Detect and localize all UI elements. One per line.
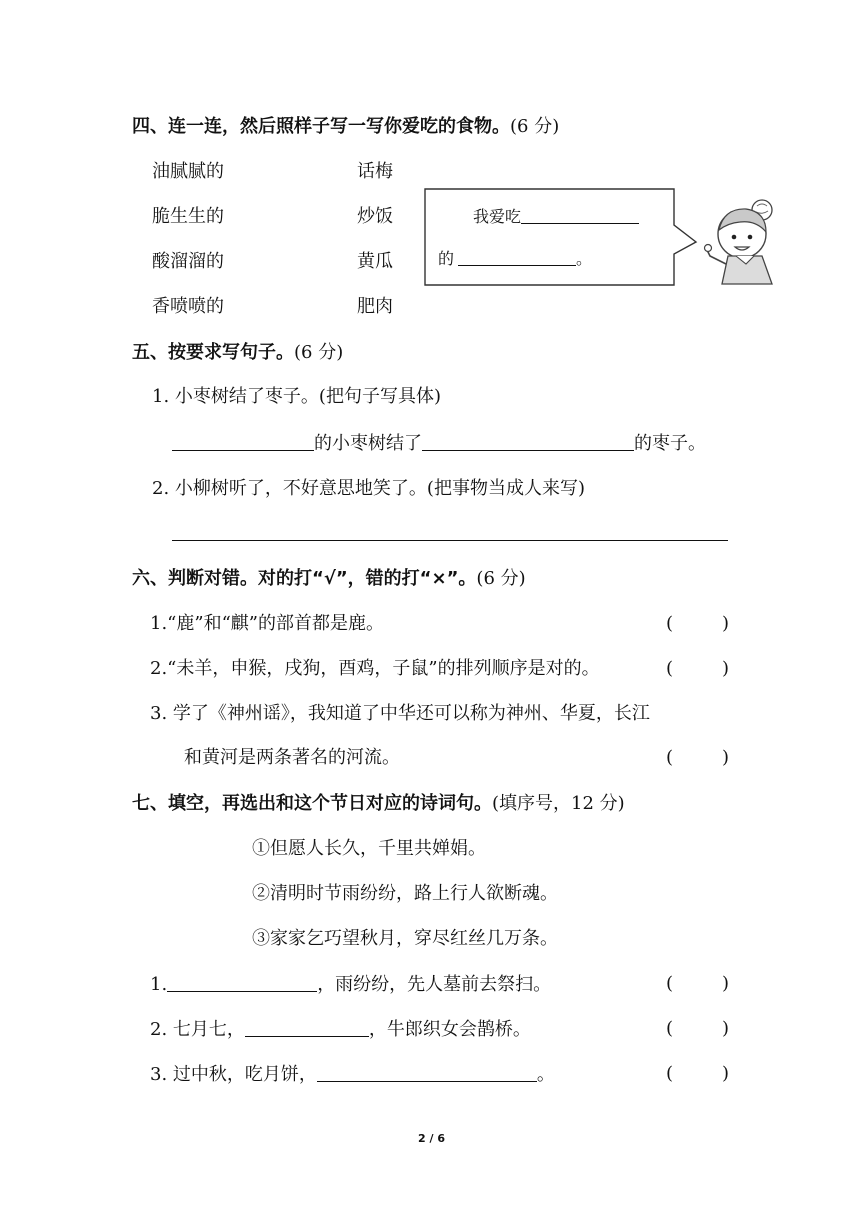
section7-q1-end: ，雨纷纷，先人墓前去祭扫。 bbox=[317, 974, 552, 995]
bubble-line2-prefix: 的 bbox=[438, 249, 455, 268]
section7-q2-end: ，牛郎织女会鹊桥。 bbox=[368, 1019, 531, 1040]
section5-q1-end: 的枣子。 bbox=[634, 433, 706, 454]
section7-q2-paren-close[interactable]: ) bbox=[722, 1018, 730, 1039]
section5-q2-num: 2. bbox=[152, 478, 170, 499]
section6-q1: 1.“鹿”和“麒”的部首都是鹿。 bbox=[150, 613, 384, 634]
section5-title-text: 五、按要求写句子。 bbox=[132, 342, 294, 363]
section5-q1-blank-1[interactable] bbox=[172, 432, 314, 451]
section6-q3-paren-close[interactable]: ) bbox=[722, 747, 730, 768]
bubble-line2-suffix: 。 bbox=[576, 249, 593, 268]
section7-q1-blank[interactable] bbox=[167, 973, 317, 992]
section6-q2-paren-close[interactable]: ) bbox=[722, 658, 730, 679]
section6-q2: 2.“未羊，申猴，戌狗，酉鸡，子鼠”的排列顺序是对的。 bbox=[150, 658, 600, 679]
section7-score: (填序号，12 分) bbox=[492, 793, 625, 814]
page-number: 2 / 6 bbox=[418, 1132, 445, 1145]
section7-option-1: ①但愿人长久，千里共婵娟。 bbox=[252, 838, 486, 859]
bubble-line1 bbox=[473, 205, 639, 228]
bubble-line1-text: 我爱吃 bbox=[473, 207, 522, 226]
section7-q2-start: 2. 七月七， bbox=[150, 1019, 245, 1040]
section5-q1-blank-2[interactable] bbox=[422, 432, 634, 451]
section7-q1-paren-open[interactable]: ( bbox=[666, 973, 674, 994]
section6-title-text: 六、判断对错。对的打“√”，错的打“×”。 bbox=[132, 568, 477, 589]
section7-q1-num: 1. bbox=[150, 974, 168, 995]
section7-q3-paren-close[interactable]: ) bbox=[722, 1063, 730, 1084]
section7-option-2: ②清明时节雨纷纷，路上行人欲断魂。 bbox=[252, 883, 558, 904]
section4-title-text: 四、连一连，然后照样子写一写你爱吃的食物。 bbox=[132, 116, 510, 137]
section7-title-text: 七、填空，再选出和这个节日对应的诗词句。 bbox=[132, 793, 492, 814]
section5-q1-text: 小枣树结了枣子。(把句子写具体) bbox=[174, 386, 441, 407]
left-item-1[interactable]: 油腻腻的 bbox=[152, 161, 224, 182]
right-item-3[interactable]: 黄瓜 bbox=[357, 251, 393, 272]
section4-title bbox=[132, 116, 559, 138]
section7-q1-paren-close[interactable]: ) bbox=[722, 973, 730, 994]
section5-q1 bbox=[152, 386, 441, 408]
section5-q1-mid: 的小枣树结了 bbox=[314, 433, 422, 454]
section7-q3-paren-open[interactable]: ( bbox=[666, 1063, 674, 1084]
section7-q3-end: 。 bbox=[536, 1064, 555, 1085]
section7-q3-blank[interactable] bbox=[317, 1063, 537, 1082]
left-item-2[interactable]: 脆生生的 bbox=[152, 206, 224, 227]
section7-q3-start: 3. 过中秋，吃月饼， bbox=[150, 1064, 317, 1085]
section6-q2-paren-open[interactable]: ( bbox=[666, 658, 674, 679]
section5-score: (6 分) bbox=[294, 342, 344, 363]
left-item-4[interactable]: 香喷喷的 bbox=[152, 296, 224, 317]
section6-q3-line2: 和黄河是两条著名的河流。 bbox=[184, 747, 400, 768]
speech-bubble bbox=[424, 188, 700, 288]
section7-q3 bbox=[150, 1063, 555, 1086]
right-item-4[interactable]: 肥肉 bbox=[357, 296, 393, 317]
section6-score: (6 分) bbox=[476, 568, 526, 589]
section5-q2 bbox=[152, 478, 585, 500]
section5-q1-answer bbox=[172, 432, 706, 455]
section6-title bbox=[132, 568, 526, 590]
section5-q2-answer-line[interactable] bbox=[172, 540, 728, 541]
section6-q3-paren-open[interactable]: ( bbox=[666, 747, 674, 768]
section6-q3-line1: 3. 学了《神州谣》，我知道了中华还可以称为神州、华夏，长江 bbox=[150, 703, 650, 724]
section7-q2-paren-open[interactable]: ( bbox=[666, 1018, 674, 1039]
left-item-3[interactable]: 酸溜溜的 bbox=[152, 251, 224, 272]
section4-score: (6 分) bbox=[510, 116, 560, 137]
section5-q2-text: 小柳树听了，不好意思地笑了。(把事物当成人来写) bbox=[174, 478, 585, 499]
section7-option-3: ③家家乞巧望秋月，穿尽红丝几万条。 bbox=[252, 928, 558, 949]
right-item-2[interactable]: 炒饭 bbox=[357, 206, 393, 227]
section7-title bbox=[132, 793, 625, 815]
section7-q2 bbox=[150, 1018, 531, 1041]
bubble-blank-2[interactable] bbox=[458, 247, 576, 266]
right-item-1[interactable]: 话梅 bbox=[357, 161, 393, 182]
section7-q2-blank[interactable] bbox=[245, 1018, 369, 1037]
girl-illustration-icon bbox=[700, 194, 786, 286]
section5-title bbox=[132, 342, 343, 364]
section6-q1-paren-close[interactable]: ) bbox=[722, 613, 730, 634]
bubble-line2 bbox=[438, 247, 592, 270]
bubble-blank-1[interactable] bbox=[521, 205, 639, 224]
section7-q1 bbox=[150, 973, 551, 996]
section6-q1-paren-open[interactable]: ( bbox=[666, 613, 674, 634]
section5-q1-num: 1. bbox=[152, 386, 170, 407]
